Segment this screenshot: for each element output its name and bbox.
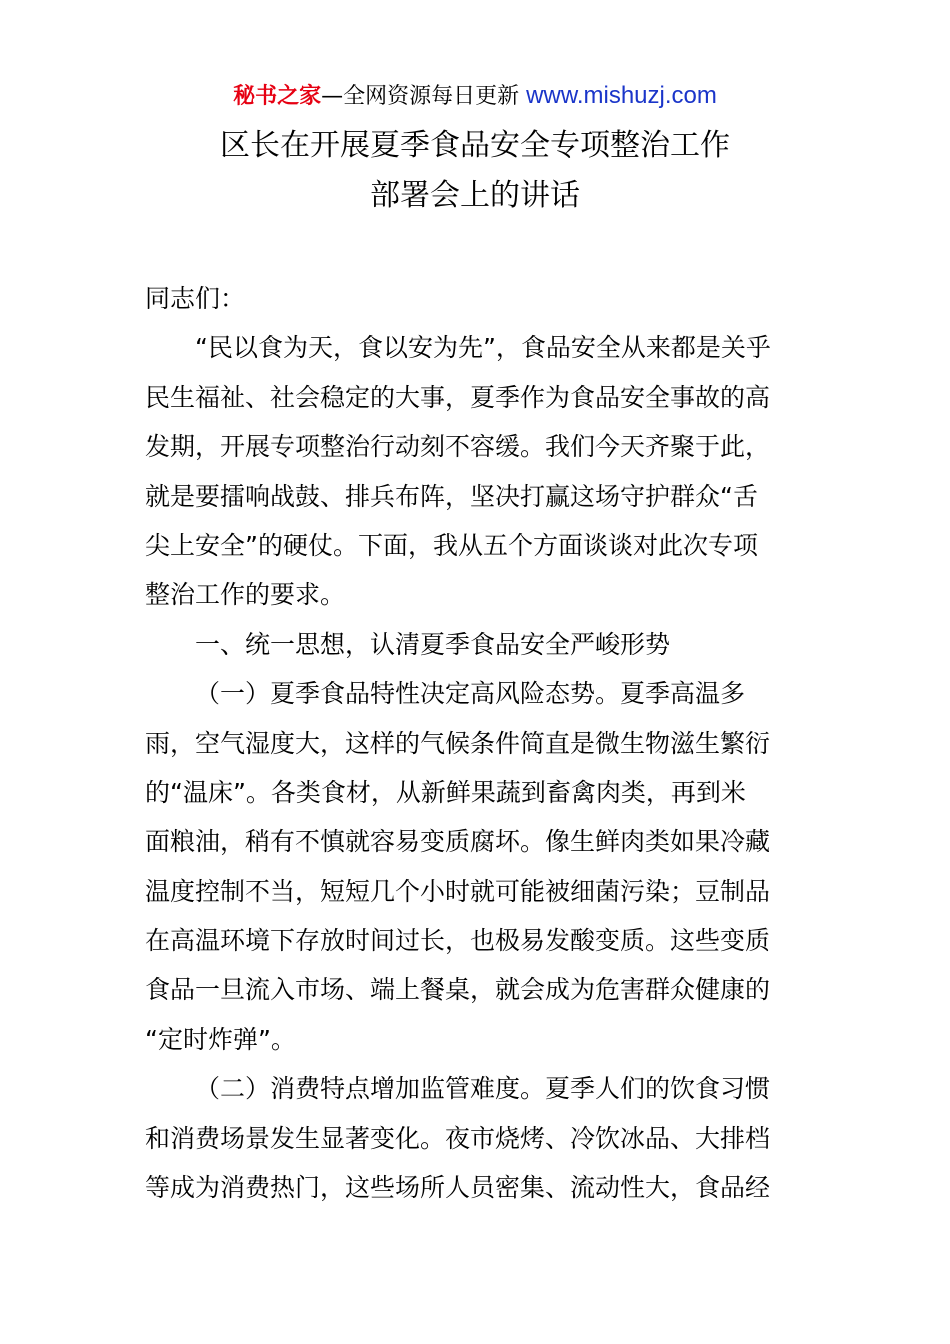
salutation: 同志们： bbox=[145, 284, 246, 313]
body-line: 面粮油，稍有不慎就容易变质腐坏。像生鲜肉类如果冷藏 bbox=[145, 827, 771, 857]
body-line: 雨，空气湿度大，这样的气候条件简直是微生物滋生繁衍 bbox=[145, 728, 771, 758]
body-line: （一）夏季食品特性决定高风险态势。夏季高温多 bbox=[195, 679, 746, 709]
section-heading: 一、统一思想，认清夏季食品安全严峻形势 bbox=[195, 629, 671, 659]
body-line: （二）消费特点增加监管难度。夏季人们的饮食习惯 bbox=[195, 1074, 771, 1104]
body-line: “民以食为天，食以安为先”，食品安全从来都是关乎 bbox=[195, 333, 771, 363]
site-header bbox=[0, 80, 950, 113]
header-tagline: —全网资源每日更新 bbox=[321, 84, 527, 109]
body-line: 民生福祉、社会稳定的大事，夏季作为食品安全事故的高 bbox=[145, 382, 771, 412]
brand-name: 秘书之家 bbox=[233, 84, 322, 109]
document-body bbox=[145, 274, 815, 1212]
body-line: 在高温环境下存放时间过长，也极易发酸变质。这些变质 bbox=[145, 926, 771, 956]
body-line: 整治工作的要求。 bbox=[145, 580, 346, 610]
body-line: 温度控制不当，短短几个小时就可能被细菌污染；豆制品 bbox=[145, 876, 771, 906]
body-line: “定时炸弹”。 bbox=[145, 1024, 296, 1054]
body-line: 的“温床”。各类食材，从新鲜果蔬到畜禽肉类，再到米 bbox=[145, 777, 746, 807]
body-line: 等成为消费热门，这些场所人员密集、流动性大，食品经 bbox=[145, 1173, 771, 1203]
body-line: 就是要擂响战鼓、排兵布阵，坚决打赢这场守护群众“舌 bbox=[145, 481, 758, 511]
document-title-line-2: 部署会上的讲话 bbox=[370, 178, 580, 213]
site-url[interactable]: www.mishuzj.com bbox=[526, 82, 717, 109]
body-line: 食品一旦流入市场、端上餐桌，就会成为危害群众健康的 bbox=[145, 975, 771, 1005]
body-line: 和消费场景发生显著变化。夜市烧烤、冷饮冰品、大排档 bbox=[145, 1123, 771, 1153]
body-line: 发期，开展专项整治行动刻不容缓。我们今天齐聚于此， bbox=[145, 432, 771, 462]
body-line: 尖上安全”的硬仗。下面，我从五个方面谈谈对此次专项 bbox=[145, 530, 758, 560]
document-title-line-1: 区长在开展夏季食品安全专项整治工作 bbox=[220, 128, 730, 163]
